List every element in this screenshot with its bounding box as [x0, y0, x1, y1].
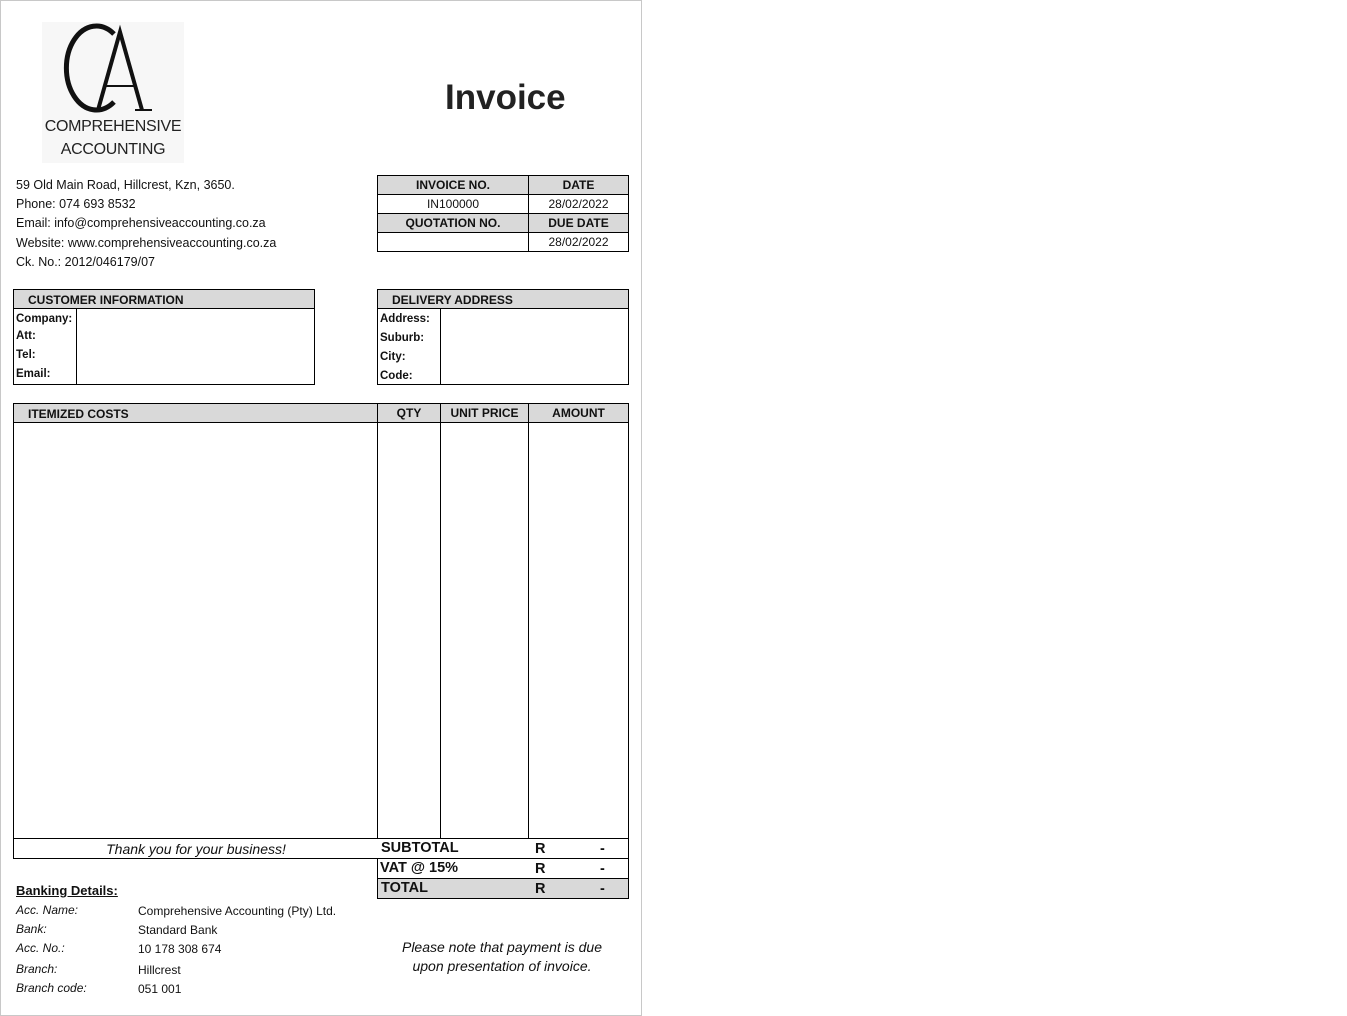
divider — [377, 423, 378, 839]
subtotal-value: - — [600, 841, 605, 857]
company-logo — [42, 22, 184, 163]
vat-value: - — [600, 861, 605, 877]
qty-header: QTY — [378, 404, 441, 423]
invoice-no-label: INVOICE NO. — [378, 176, 529, 195]
due-date-value[interactable]: 28/02/2022 — [548, 235, 609, 249]
divider — [378, 858, 628, 859]
att-label: Att: — [16, 330, 36, 342]
divider — [440, 309, 441, 384]
total-currency: R — [535, 881, 546, 897]
vat-currency: R — [535, 861, 546, 877]
acc-name-label: Acc. Name: — [16, 903, 79, 917]
date-value[interactable]: 28/02/2022 — [529, 195, 628, 214]
code-label: Code: — [380, 370, 413, 382]
branch-label: Branch: — [16, 962, 58, 976]
payment-note-line1: Please note that payment is due — [401, 939, 603, 955]
tel-label: Tel: — [16, 349, 36, 361]
city-label: City: — [380, 351, 406, 363]
customer-info-header: CUSTOMER INFORMATION — [14, 290, 314, 309]
payment-note-line2: upon presentation of invoice. — [412, 958, 592, 974]
page-title: Invoice — [445, 78, 566, 117]
divider — [76, 309, 77, 384]
acc-no-value: 10 178 308 674 — [138, 942, 222, 956]
subtotal-label: SUBTOTAL — [381, 840, 459, 856]
itemized-costs-header: ITEMIZED COSTS — [14, 404, 378, 423]
delivery-address-header: DELIVERY ADDRESS — [378, 290, 628, 309]
company-label: Company: — [16, 313, 73, 325]
quotation-no-value[interactable] — [378, 233, 529, 251]
acc-name-value: Comprehensive Accounting (Pty) Ltd. — [138, 904, 337, 918]
vat-label: VAT @ 15% — [380, 860, 459, 876]
items-table — [13, 403, 629, 859]
company-ck: Ck. No.: 2012/046179/07 — [16, 255, 155, 269]
branch-code-label: Branch code: — [16, 981, 87, 995]
bank-value: Standard Bank — [138, 923, 218, 937]
delivery-address-box — [377, 289, 629, 385]
suburb-label: Suburb: — [380, 332, 425, 344]
acc-no-label: Acc. No.: — [16, 941, 65, 955]
address-label: Address: — [380, 313, 430, 325]
quotation-no-label: QUOTATION NO. — [378, 214, 529, 233]
branch-code-value: 051 001 — [138, 982, 182, 996]
customer-info-box — [13, 289, 315, 385]
date-label: DATE — [529, 176, 628, 195]
total-value: - — [600, 881, 605, 897]
thank-you-message: Thank you for your business! — [14, 839, 378, 859]
email-label: Email: — [16, 368, 51, 380]
logo-monogram — [42, 22, 184, 117]
logo-line1: COMPREHENSIVE — [44, 118, 182, 135]
company-website: Website: www.comprehensiveaccounting.co.za — [16, 236, 277, 250]
subtotal-currency: R — [535, 841, 546, 857]
due-date-label: DUE DATE — [529, 214, 628, 233]
divider — [440, 423, 441, 839]
amount-header: AMOUNT — [529, 404, 628, 423]
company-address: 59 Old Main Road, Hillcrest, Kzn, 3650. — [16, 178, 235, 192]
invoice-meta-table — [377, 175, 629, 252]
branch-value: Hillcrest — [138, 963, 181, 977]
company-email: Email: info@comprehensiveaccounting.co.za — [16, 216, 266, 230]
logo-line2: ACCOUNTING — [60, 141, 166, 158]
banking-title: Banking Details: — [16, 883, 118, 898]
invoice-no-value[interactable]: IN100000 — [378, 195, 529, 214]
total-label: TOTAL — [381, 880, 428, 896]
unit-price-header: UNIT PRICE — [441, 404, 529, 423]
bank-label: Bank: — [16, 922, 47, 936]
divider — [528, 423, 529, 839]
company-phone: Phone: 074 693 8532 — [16, 197, 136, 211]
